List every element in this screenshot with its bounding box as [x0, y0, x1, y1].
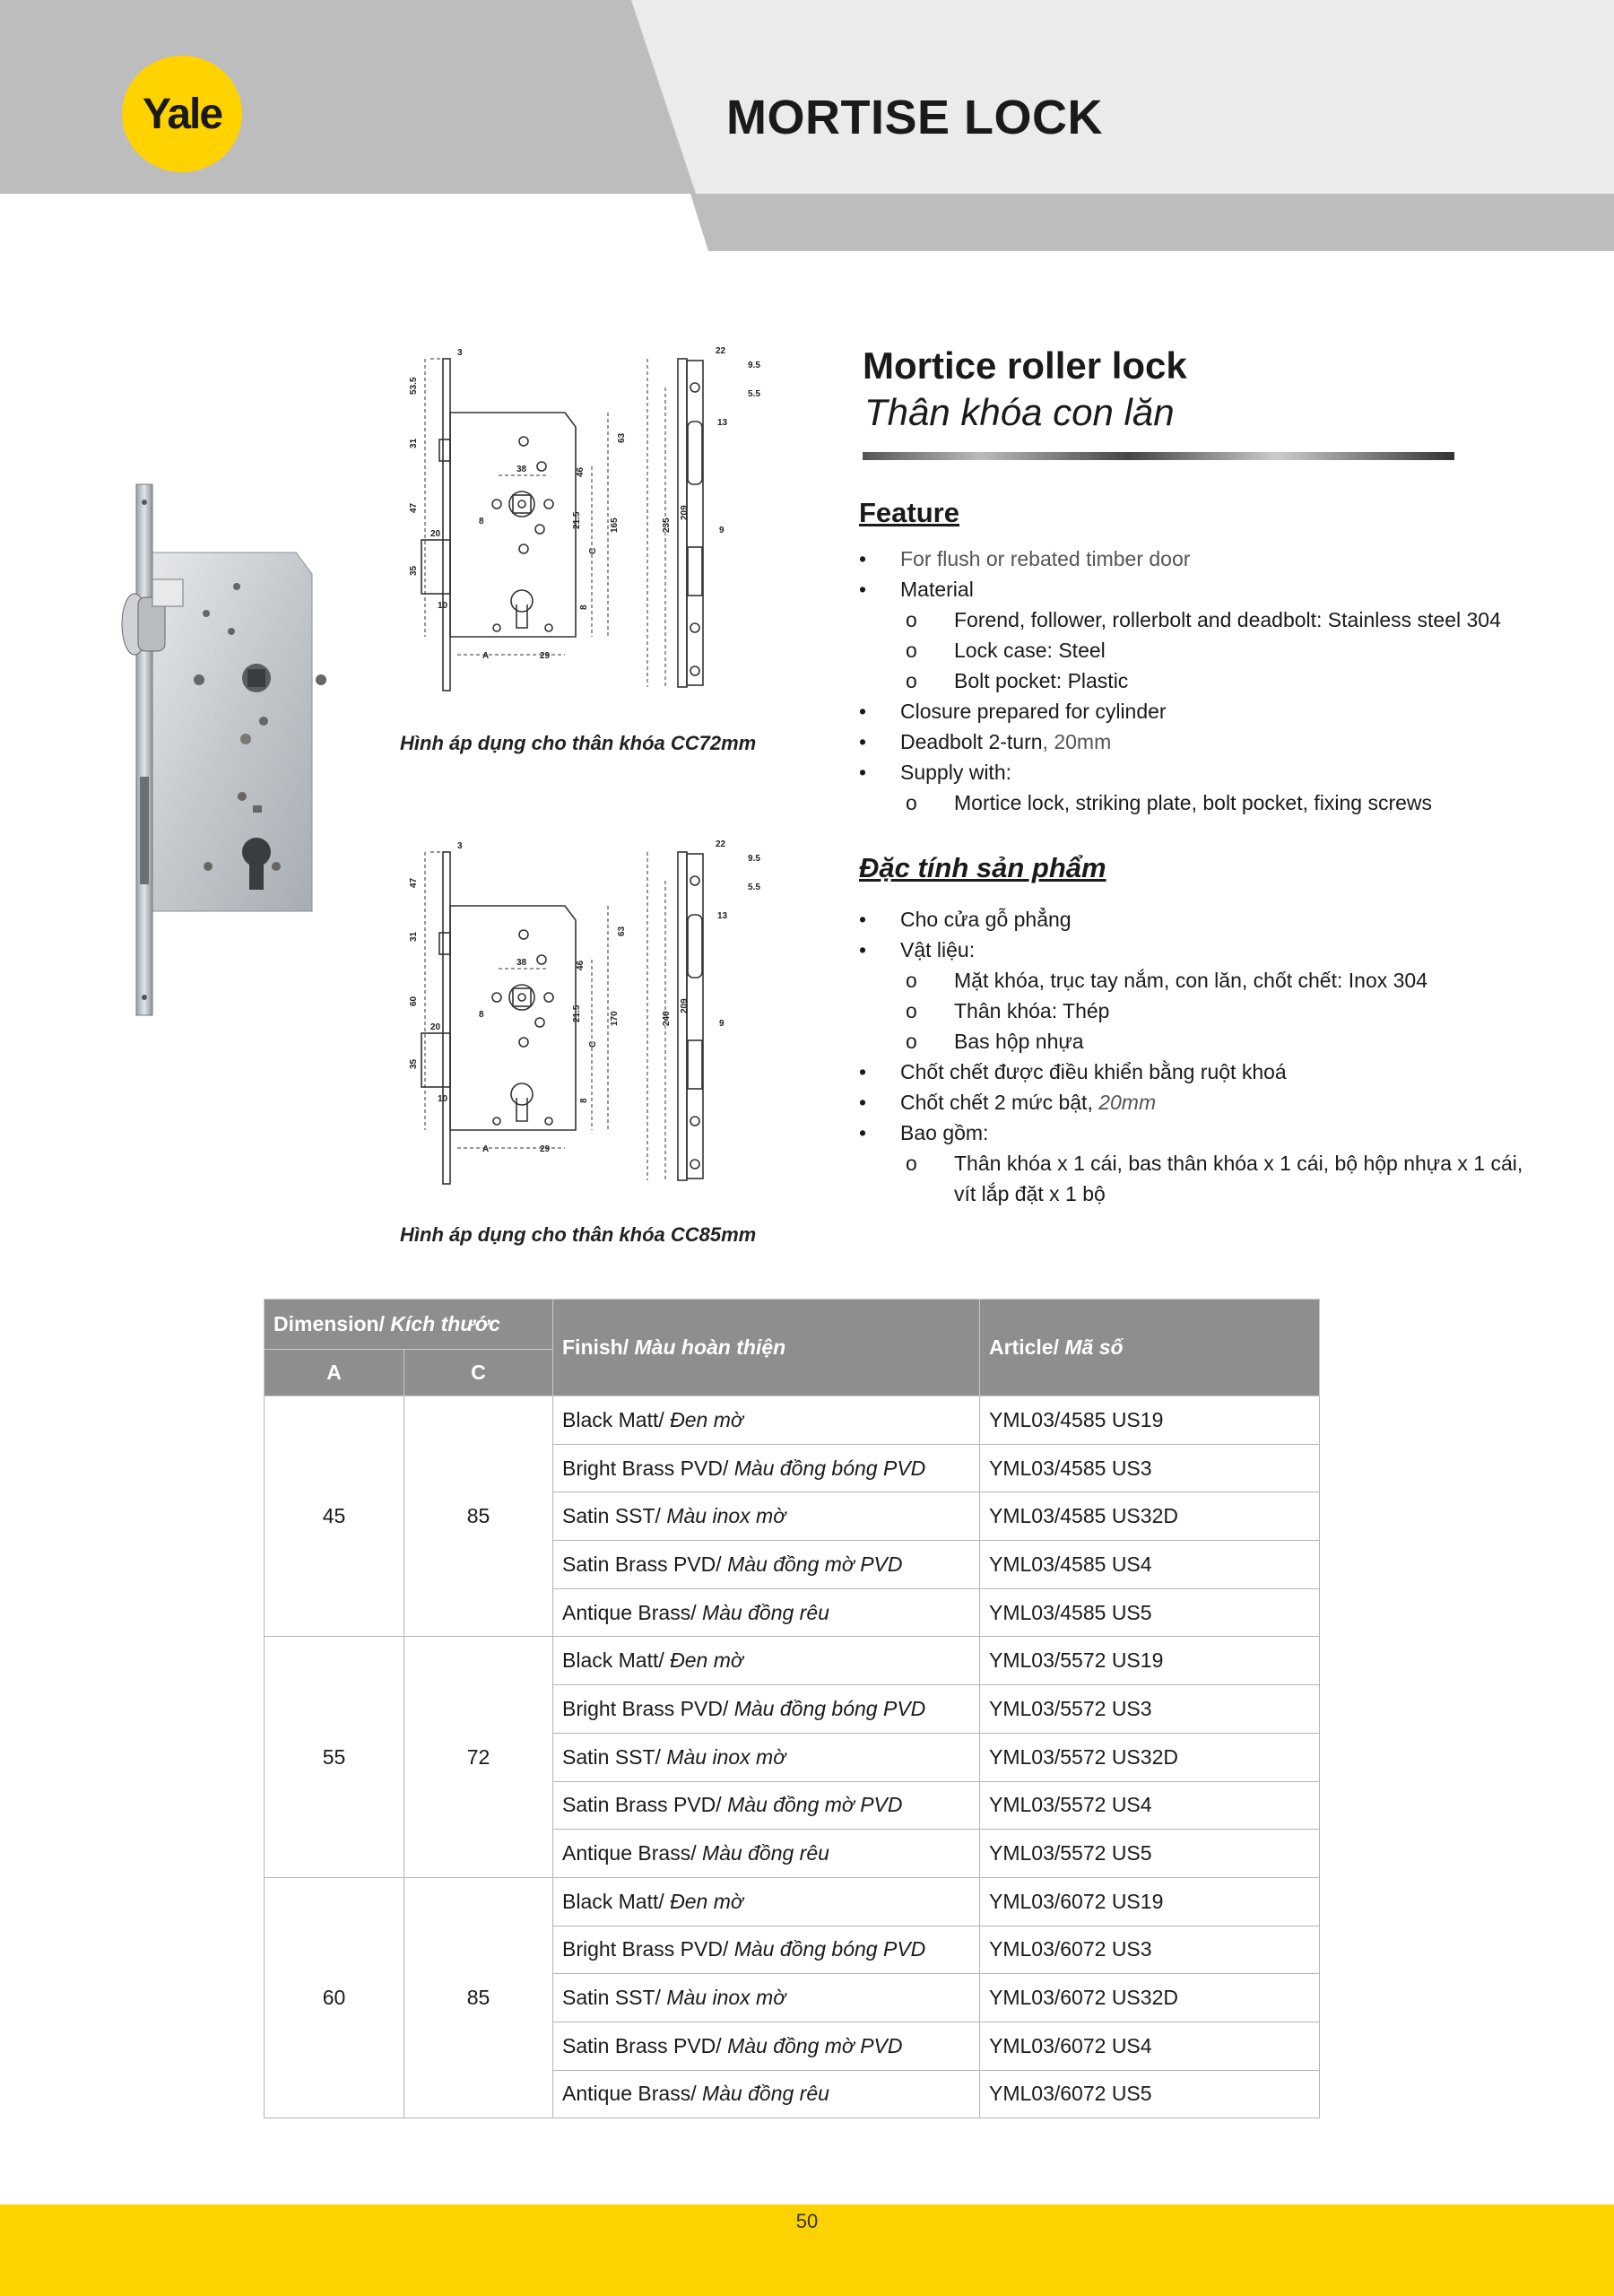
dim-label: 22 — [716, 346, 726, 356]
drawing-caption-cc85: Hình áp dụng cho thân khóa CC85mm — [400, 1223, 757, 1246]
list-item: • Chốt chết 2 mức bật, 20mm — [859, 1091, 1157, 1114]
list-item: o Mặt khóa, trục tay nắm, con lăn, chốt chết: Inox 304 — [906, 969, 1428, 992]
list-item: • Closure prepared for cylinder — [859, 700, 1167, 723]
list-item: • Bao gồm: — [859, 1121, 989, 1144]
list-item: • For flush or rebated timber door — [859, 547, 1191, 570]
title-divider — [863, 452, 1454, 460]
finish-cell: Bright Brass PVD/ Màu đồng bóng PVD — [553, 1926, 980, 1974]
dim-label: 31 — [409, 931, 419, 942]
dim-c-cell: 85 — [404, 1877, 553, 2118]
article-cell: YML03/4585 US3 — [980, 1444, 1320, 1492]
product-title: Mortice roller lock — [863, 344, 1187, 387]
list-item: o Forend, follower, rollerbolt and deadbolt: Stainless steel 304 — [906, 608, 1501, 631]
finish-cell: Satin SST/ Màu inox mờ — [553, 1974, 980, 2022]
drawing-caption-cc72: Hình áp dụng cho thân khóa CC72mm — [400, 732, 757, 754]
dim-label: 8 — [579, 1098, 589, 1103]
finish-cell: Satin SST/ Màu inox mờ — [553, 1733, 980, 1781]
dim-a-cell: 60 — [265, 1877, 404, 2118]
finish-cell: Antique Brass/ Màu đồng rêu — [553, 1830, 980, 1878]
article-cell: YML03/6072 US3 — [980, 1926, 1320, 1974]
finish-cell: Satin Brass PVD/ Màu đồng mờ PVD — [553, 1781, 980, 1830]
dim-label: 47 — [409, 502, 419, 513]
article-cell: YML03/5572 US19 — [980, 1637, 1320, 1685]
dim-label: 29 — [540, 651, 551, 661]
dim-label: 13 — [717, 911, 728, 921]
dim-label: 9 — [719, 526, 725, 535]
brand-name: Yale — [142, 90, 222, 138]
article-cell: YML03/5572 US32D — [980, 1733, 1320, 1781]
dim-label: 9 — [719, 1019, 725, 1029]
dim-label: 10 — [438, 1094, 448, 1104]
dim-label: 20 — [430, 529, 441, 539]
dim-label: 9.5 — [748, 854, 760, 864]
list-item: o Bas hộp nhựa — [906, 1030, 1084, 1053]
feature-vi-heading: Đặc tính sản phẩm — [859, 852, 1106, 883]
dim-label: 235 — [662, 517, 672, 533]
dim-label: A — [482, 651, 490, 661]
list-item: o Lock case: Steel — [906, 639, 1106, 662]
article-cell: YML03/5572 US3 — [980, 1685, 1320, 1734]
dim-label: 21.5 — [572, 511, 582, 529]
column-c-header: C — [404, 1350, 553, 1396]
article-cell: YML03/4585 US19 — [980, 1396, 1320, 1445]
dim-a-cell: 45 — [265, 1396, 404, 1637]
dim-label: C — [588, 1040, 598, 1048]
dim-label: 38 — [516, 465, 527, 474]
dim-label: 31 — [409, 438, 419, 448]
article-cell: YML03/6072 US5 — [980, 2070, 1320, 2118]
article-cell: YML03/6072 US19 — [980, 1877, 1320, 1926]
article-cell: YML03/4585 US4 — [980, 1541, 1320, 1589]
product-table — [264, 1299, 1320, 2118]
article-cell: YML03/4585 US5 — [980, 1588, 1320, 1637]
dim-label: 13 — [717, 418, 728, 428]
article-cell: YML03/4585 US32D — [980, 1492, 1320, 1541]
article-cell: YML03/6072 US4 — [980, 2022, 1320, 2070]
article-cell: YML03/6072 US32D — [980, 1974, 1320, 2022]
finish-cell: Satin Brass PVD/ Màu đồng mờ PVD — [553, 1541, 980, 1589]
page-number: 50 — [795, 2210, 819, 2232]
dim-label: 29 — [540, 1144, 551, 1154]
dim-label: 3 — [457, 841, 463, 851]
finish-cell: Bright Brass PVD/ Màu đồng bóng PVD — [553, 1685, 980, 1734]
dim-label: 8 — [579, 604, 589, 610]
feature-list — [852, 544, 1551, 818]
table-row — [265, 1877, 1320, 1926]
dimension-header: Dimension/ Kích thước — [265, 1300, 553, 1350]
feature-vi-list — [852, 904, 1551, 1209]
product-photo — [113, 481, 353, 1019]
dim-label: 8 — [479, 517, 484, 526]
feature-heading: Feature — [859, 497, 959, 528]
list-item: • Vật liệu: — [859, 938, 976, 961]
product-subtitle: Thân khóa con lăn — [864, 391, 1175, 433]
finish-header: Finish/ Màu hoàn thiện — [553, 1300, 980, 1396]
dim-label: 240 — [662, 1011, 672, 1026]
dim-c-cell: 85 — [404, 1396, 553, 1637]
dim-label: 53.5 — [409, 377, 419, 395]
finish-cell: Satin SST/ Màu inox mờ — [553, 1492, 980, 1541]
dim-label: 5.5 — [748, 389, 760, 399]
dim-label: 60 — [409, 996, 419, 1006]
page-title: MORTISE LOCK — [726, 91, 1103, 144]
dim-label: C — [588, 547, 598, 554]
list-item: o Thân khóa: Thép — [906, 999, 1110, 1022]
article-header: Article/ Mã số — [980, 1300, 1320, 1396]
dimension-drawing-cc85 — [386, 834, 771, 1193]
dim-label: 38 — [516, 958, 527, 968]
dim-label: 22 — [716, 839, 726, 849]
list-item: o Bolt pocket: Plastic — [906, 669, 1129, 692]
finish-cell: Satin Brass PVD/ Màu đồng mờ PVD — [553, 2022, 980, 2070]
dim-label: 63 — [617, 926, 627, 936]
dimension-drawing-cc72 — [386, 341, 771, 700]
finish-cell: Black Matt/ Đen mờ — [553, 1877, 980, 1926]
dim-label: 46 — [576, 960, 586, 970]
dim-label: A — [482, 1144, 490, 1154]
article-cell: YML03/5572 US4 — [980, 1781, 1320, 1830]
list-item: o Mortice lock, striking plate, bolt pocket, fixing screws — [906, 791, 1433, 814]
finish-cell: Antique Brass/ Màu đồng rêu — [553, 1588, 980, 1637]
dim-label: 47 — [409, 877, 419, 888]
list-item: • Deadbolt 2-turn, 20mm — [859, 730, 1112, 753]
dim-a-cell: 55 — [265, 1637, 404, 1877]
table-row — [265, 1637, 1320, 1685]
dim-label: 35 — [409, 1058, 419, 1069]
list-item: • Chốt chết được điều khiển bằng ruột khoá — [859, 1060, 1287, 1083]
dim-label: 209 — [680, 505, 690, 520]
dim-label: 10 — [438, 601, 448, 611]
yale-logo — [122, 56, 242, 172]
column-a-header: A — [265, 1350, 404, 1396]
dim-label: 8 — [479, 1010, 484, 1020]
dim-c-cell: 72 — [404, 1637, 553, 1877]
finish-cell: Black Matt/ Đen mờ — [553, 1637, 980, 1685]
dim-label: 20 — [430, 1022, 441, 1032]
dim-label: 46 — [576, 466, 586, 477]
dim-label: 5.5 — [748, 883, 760, 892]
finish-cell: Bright Brass PVD/ Màu đồng bóng PVD — [553, 1444, 980, 1492]
dim-label: 170 — [610, 1011, 620, 1026]
finish-cell: Black Matt/ Đen mờ — [553, 1396, 980, 1445]
dim-label: 209 — [680, 998, 690, 1013]
dim-label: 35 — [409, 565, 419, 576]
list-item: • Material — [859, 578, 974, 601]
finish-cell: Antique Brass/ Màu đồng rêu — [553, 2070, 980, 2118]
list-item: • Cho cửa gỗ phẳng — [859, 908, 1072, 931]
dim-label: 165 — [610, 517, 620, 533]
dim-label: 9.5 — [748, 361, 760, 370]
list-item: o Thân khóa x 1 cái, bas thân khóa x 1 cái, bộ hộp nhựa x 1 cái, vít lắp đặt x 1 bộ — [906, 1152, 1523, 1205]
dim-label: 63 — [617, 432, 627, 443]
table-row — [265, 1396, 1320, 1445]
dim-label: 3 — [457, 348, 463, 358]
article-cell: YML03/5572 US5 — [980, 1830, 1320, 1878]
dim-label: 21.5 — [572, 1004, 582, 1022]
list-item: • Supply with: — [859, 761, 1012, 784]
